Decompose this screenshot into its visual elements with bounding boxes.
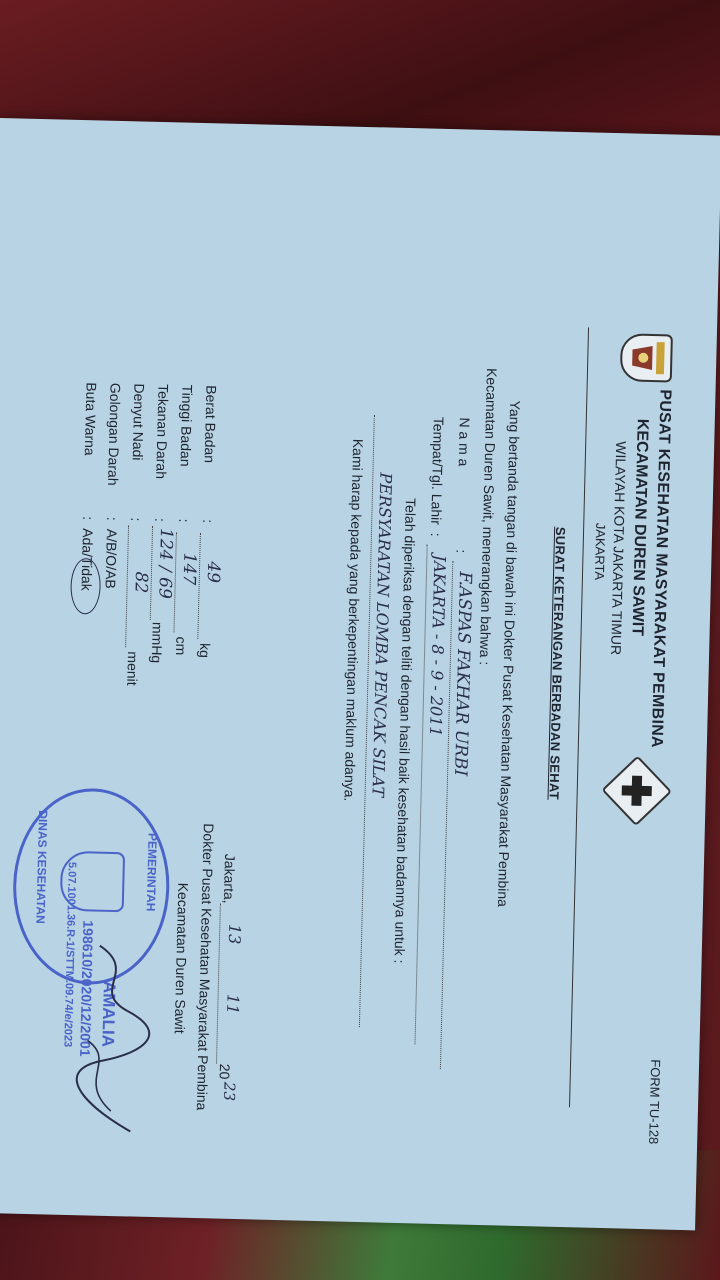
intro-text-2: Kecamatan Duren Sawit, menerangkan bahwa : [476,367,501,666]
colon: : [104,516,121,521]
stamp-text-1: PEMERINTAH [143,832,160,912]
measurement-unit: mmHg [148,621,166,664]
measurement-label: Buta Warna [81,382,100,456]
closing-text: Kami harap kepada yang berkepentingan maklum adanya. [341,438,367,802]
nama-colon: : [453,549,470,554]
measurement-unit: kg [196,642,214,659]
measurement-label: Denyut Nadi [129,383,148,461]
sign-nip: 198610/2020/12/2001 [77,920,97,1057]
sign-month: 11 [223,993,243,1015]
stamp-text-2: DINAS KESEHATAN [33,810,51,924]
sign-role-2: Kecamatan Duren Sawit [171,882,192,1034]
sign-place: Jakarta, [220,853,239,904]
document-paper [0,118,720,1230]
ttl-label: Tempat/Tgl. Lahir [428,416,447,526]
sign-day: 13 [224,923,245,945]
measurement-value: 124 / 69 [154,527,177,600]
ttl-value: JAKARTA - 8 - 9 - 2011 [426,554,450,737]
sign-date-line [216,904,221,1064]
sign-role-1: Dokter Pusat Kesehatan Masyarakat Pembina [193,823,217,1111]
nama-label: N a m a [455,417,473,467]
header-line-2: KECAMATAN DUREN SAWIT [628,418,651,637]
measurement-value: 147 [178,552,200,586]
header-line-3: WILAYAH KOTA JAKARTA TIMUR [608,441,630,656]
measurement-label: Tekanan Darah [153,383,172,480]
colon: : [152,517,169,523]
measurement-label: Golongan Darah [105,382,124,486]
measurement-label: Tinggi Badan [177,384,196,467]
header-divider [569,327,589,1107]
measurement-value: 82 [130,571,151,594]
document-title: SURAT KETERANGAN BERBADAN SEHAT [546,526,569,801]
measurement-line [197,533,201,639]
measurement-value: 49 [202,561,224,584]
measurement-unit: cm [172,636,190,656]
puskesmas-cross-icon [601,755,672,826]
header-line-1: PUSAT KESEHATAN MASYARAKAT PEMBINA [647,389,674,749]
measurement-value: Ada/Tidak [78,528,97,591]
tidak-circle [70,558,101,615]
measurement-line [125,525,129,647]
colon: : [128,517,145,522]
header-line-4: JAKARTA [591,522,609,581]
ttl-line [414,545,427,1045]
handwritten-signature [65,940,160,1142]
ttl-colon: : [427,532,444,537]
form-code: FORM TU-128 [646,1059,664,1145]
purpose-value: PERSYARATAN LOMBA PENCAK SILAT [368,472,396,798]
jakarta-emblem-icon [620,333,673,382]
sign-year-prefix: 20 [216,1063,233,1080]
measurement-unit: menit [124,651,142,686]
measurement-value: A/B/O/AB [102,528,120,589]
sign-year-suffix: 23 [220,1081,239,1102]
exam-text: Telah diperiksa dengan teliti dengan hasil baik kesehatan badannya untuk : [391,497,419,964]
colon: : [200,519,217,524]
colon: : [176,518,193,523]
sign-name: AMALIA [98,980,119,1048]
sign-reg: 5.07.1001.36.R-1/STTM.09.74/e/2023 [61,861,78,1048]
intro-text-1: Yang bertanda tangan di bawah ini Dokter Pusat Kesehatan Masyarakat Pembina [494,400,524,908]
measurement-label: Berat Badan [201,385,220,464]
document-content [0,118,700,1215]
colon: : [80,516,97,521]
nama-value: F.ASPAS FAKHAR URBI [450,571,476,777]
